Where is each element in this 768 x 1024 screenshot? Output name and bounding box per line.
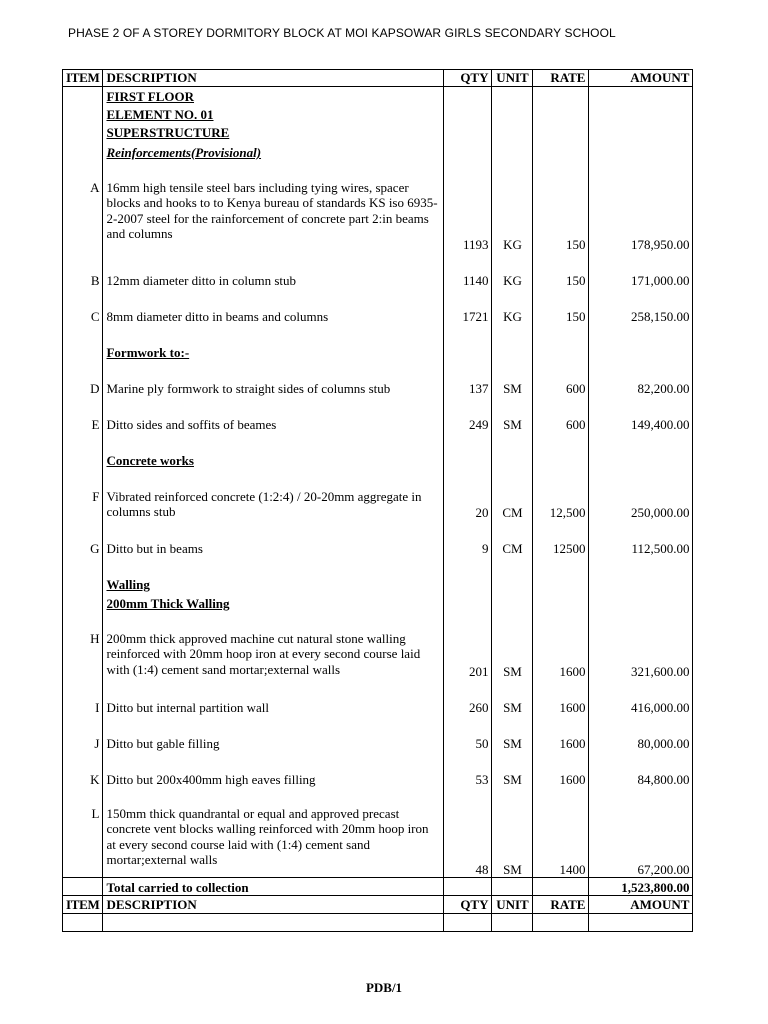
item-code: I — [63, 680, 103, 716]
item-qty: 249 — [444, 397, 492, 433]
item-amount: 149,400.00 — [589, 397, 693, 433]
document-title: PHASE 2 OF A STOREY DORMITORY BLOCK AT MOI KAPSOWAR GIRLS SECONDARY SCHOOL — [68, 26, 616, 40]
header-unit: UNIT — [492, 70, 533, 87]
item-amount: 171,000.00 — [589, 253, 693, 289]
header-item: ITEM — [63, 896, 103, 914]
table-row — [63, 612, 693, 680]
item-rate: 1600 — [533, 716, 589, 752]
item-rate: 150 — [533, 161, 589, 253]
item-description: Ditto but 200x400mm high eaves filling — [103, 752, 444, 788]
item-unit: CM — [492, 469, 533, 521]
item-amount: 67,200.00 — [589, 788, 693, 878]
item-unit: KG — [492, 161, 533, 253]
item-qty: 50 — [444, 716, 492, 752]
item-code: B — [63, 253, 103, 289]
item-rate: 150 — [533, 253, 589, 289]
item-description: 200mm thick approved machine cut natural stone walling reinforced with 20mm hoop iron at every second course laid with (1:4) cement sand mortar;external walls — [103, 612, 444, 680]
page-number: PDB/1 — [365, 980, 403, 995]
item-amount: 321,600.00 — [589, 612, 693, 680]
item-description: 16mm high tensile steel bars including tying wires, spacer blocks and hooks to to Kenya bureau of standards KS iso 6935-2-2007 steel for the rainforcement of concrete part 2:in beams and columns — [103, 161, 444, 253]
item-amount: 112,500.00 — [589, 521, 693, 557]
item-code: A — [63, 161, 103, 253]
superstructure-heading: SUPERSTRUCTURE — [103, 123, 444, 141]
table-row — [63, 521, 693, 557]
formwork-heading: Formwork to:- — [103, 325, 444, 361]
heading-row — [63, 433, 693, 469]
item-qty: 9 — [444, 521, 492, 557]
item-amount: 178,950.00 — [589, 161, 693, 253]
table-row — [63, 469, 693, 521]
item-unit: SM — [492, 716, 533, 752]
item-rate: 1400 — [533, 788, 589, 878]
item-unit: KG — [492, 253, 533, 289]
header-unit: UNIT — [492, 896, 533, 914]
header-description: DESCRIPTION — [103, 70, 444, 87]
item-code: K — [63, 752, 103, 788]
item-unit: KG — [492, 289, 533, 325]
heading-row — [63, 123, 693, 141]
item-qty: 20 — [444, 469, 492, 521]
item-description: Ditto but internal partition wall — [103, 680, 444, 716]
item-amount: 250,000.00 — [589, 469, 693, 521]
item-unit: SM — [492, 361, 533, 397]
item-rate: 12500 — [533, 521, 589, 557]
empty-row — [63, 914, 693, 932]
heading-row — [63, 593, 693, 612]
item-rate: 600 — [533, 361, 589, 397]
item-qty: 53 — [444, 752, 492, 788]
table-row — [63, 361, 693, 397]
item-qty: 1193 — [444, 161, 492, 253]
item-unit: SM — [492, 788, 533, 878]
item-description: Ditto but in beams — [103, 521, 444, 557]
element-heading: ELEMENT NO. 01 — [103, 105, 444, 123]
item-code: D — [63, 361, 103, 397]
header-amount: AMOUNT — [589, 70, 693, 87]
table-row — [63, 397, 693, 433]
total-label: Total carried to collection — [103, 878, 444, 896]
item-rate: 150 — [533, 289, 589, 325]
thick-walling-heading: 200mm Thick Walling — [103, 593, 444, 612]
item-code: J — [63, 716, 103, 752]
table-row — [63, 289, 693, 325]
item-description: 150mm thick quandrantal or equal and approved precast concrete vent blocks walling reinforced with 20mm hoop iron at every second course laid with (1:4) cement sand mortar;external walls — [103, 788, 444, 878]
heading-row — [63, 87, 693, 105]
table-row — [63, 788, 693, 878]
table-row — [63, 716, 693, 752]
item-amount: 80,000.00 — [589, 716, 693, 752]
heading-row — [63, 105, 693, 123]
item-unit: SM — [492, 612, 533, 680]
item-description: Ditto but gable filling — [103, 716, 444, 752]
item-code: F — [63, 469, 103, 521]
item-rate: 1600 — [533, 752, 589, 788]
heading-row — [63, 325, 693, 361]
item-rate: 1600 — [533, 680, 589, 716]
item-description: 12mm diameter ditto in column stub — [103, 253, 444, 289]
table-header-row-repeat — [63, 896, 693, 914]
item-code: H — [63, 612, 103, 680]
header-amount: AMOUNT — [589, 896, 693, 914]
item-qty: 1721 — [444, 289, 492, 325]
header-rate: RATE — [533, 70, 589, 87]
header-rate: RATE — [533, 896, 589, 914]
item-rate: 600 — [533, 397, 589, 433]
item-amount: 258,150.00 — [589, 289, 693, 325]
item-amount: 84,800.00 — [589, 752, 693, 788]
table-row — [63, 161, 693, 253]
item-code: E — [63, 397, 103, 433]
item-code: C — [63, 289, 103, 325]
item-qty: 260 — [444, 680, 492, 716]
header-qty: QTY — [444, 896, 492, 914]
table-row — [63, 680, 693, 716]
heading-row — [63, 557, 693, 593]
bill-of-quantities-table — [62, 69, 693, 932]
item-description: Vibrated reinforced concrete (1:2:4) / 20-20mm aggregate in columns stub — [103, 469, 444, 521]
item-qty: 137 — [444, 361, 492, 397]
item-qty: 201 — [444, 612, 492, 680]
item-description: 8mm diameter ditto in beams and columns — [103, 289, 444, 325]
total-row — [63, 878, 693, 896]
table-row — [63, 253, 693, 289]
walling-heading: Walling — [103, 557, 444, 593]
heading-row — [63, 141, 693, 161]
table-row — [63, 752, 693, 788]
item-unit: SM — [492, 397, 533, 433]
table-header-row — [63, 70, 693, 87]
item-rate: 12,500 — [533, 469, 589, 521]
item-description: Ditto sides and soffits of beames — [103, 397, 444, 433]
total-amount: 1,523,800.00 — [589, 878, 693, 896]
concrete-heading: Concrete works — [103, 433, 444, 469]
item-unit: SM — [492, 680, 533, 716]
item-amount: 82,200.00 — [589, 361, 693, 397]
item-qty: 48 — [444, 788, 492, 878]
header-description: DESCRIPTION — [103, 896, 444, 914]
item-code: L — [63, 788, 103, 878]
reinforcements-heading: Reinforcements(Provisional) — [103, 141, 444, 161]
floor-heading: FIRST FLOOR — [103, 87, 444, 105]
item-rate: 1600 — [533, 612, 589, 680]
item-description: Marine ply formwork to straight sides of columns stub — [103, 361, 444, 397]
header-qty: QTY — [444, 70, 492, 87]
item-code: G — [63, 521, 103, 557]
item-unit: SM — [492, 752, 533, 788]
item-unit: CM — [492, 521, 533, 557]
item-amount: 416,000.00 — [589, 680, 693, 716]
item-qty: 1140 — [444, 253, 492, 289]
header-item: ITEM — [63, 70, 103, 87]
